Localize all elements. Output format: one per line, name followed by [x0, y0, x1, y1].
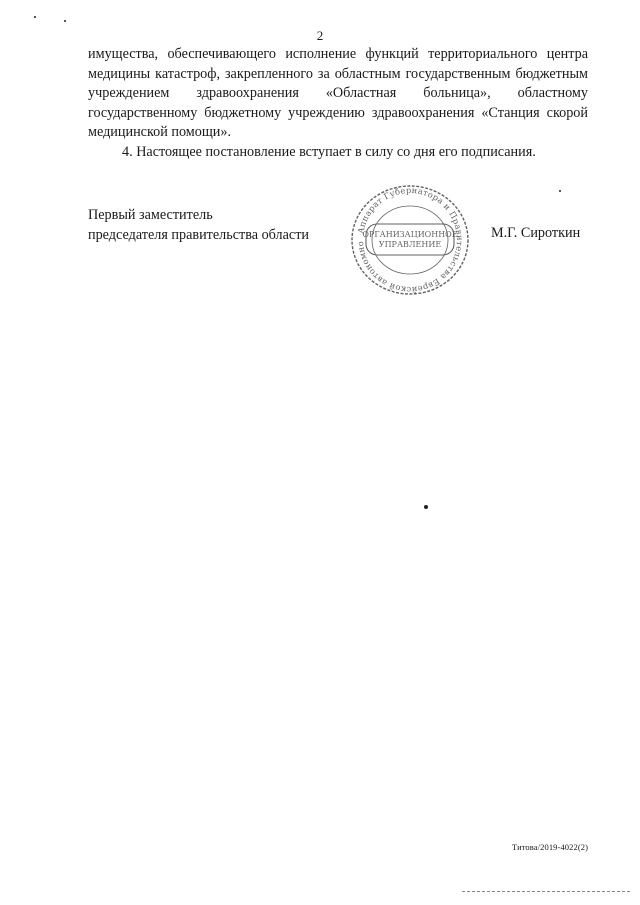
scan-speck	[559, 190, 561, 192]
official-seal	[346, 181, 474, 299]
seal-center-line-2: УПРАВЛЕНИЕ	[378, 240, 442, 249]
seal-ring-text: Аппарат Губернатора и Правительства Еврейской автономно	[354, 184, 466, 296]
seal-graphic	[346, 181, 474, 299]
document-code: Титова/2019-4022(2)	[512, 842, 589, 852]
signer-title-line-2: председателя правительства области	[88, 226, 309, 243]
scan-speck	[34, 16, 36, 18]
page-number: 2	[316, 28, 324, 43]
scan-speck	[64, 20, 66, 22]
signer-name: М.Г. Сироткин	[491, 225, 581, 241]
signer-title-line-1: Первый заместитель	[88, 207, 213, 223]
paragraph-effective-date: 4. Настоящее постановление вступает в силу со дня его подписания.	[122, 143, 536, 160]
scan-edge-line	[462, 891, 630, 892]
seal-center-line-1: ОРГАНИЗАЦИОННОЕ	[362, 230, 458, 239]
body-text	[88, 45, 588, 163]
signer-title	[88, 206, 309, 245]
paragraph-continuation: имущества, обеспечивающего исполнение функций территориального центра медицины катастроф, закрепленного за областным государственным бюджетным учреждением здравоохранения «Областная больница», областному государственному бюджетному учреждению здравоохранения «Станция скорой медицинской помощи».	[88, 46, 588, 141]
scan-speck	[424, 505, 428, 509]
